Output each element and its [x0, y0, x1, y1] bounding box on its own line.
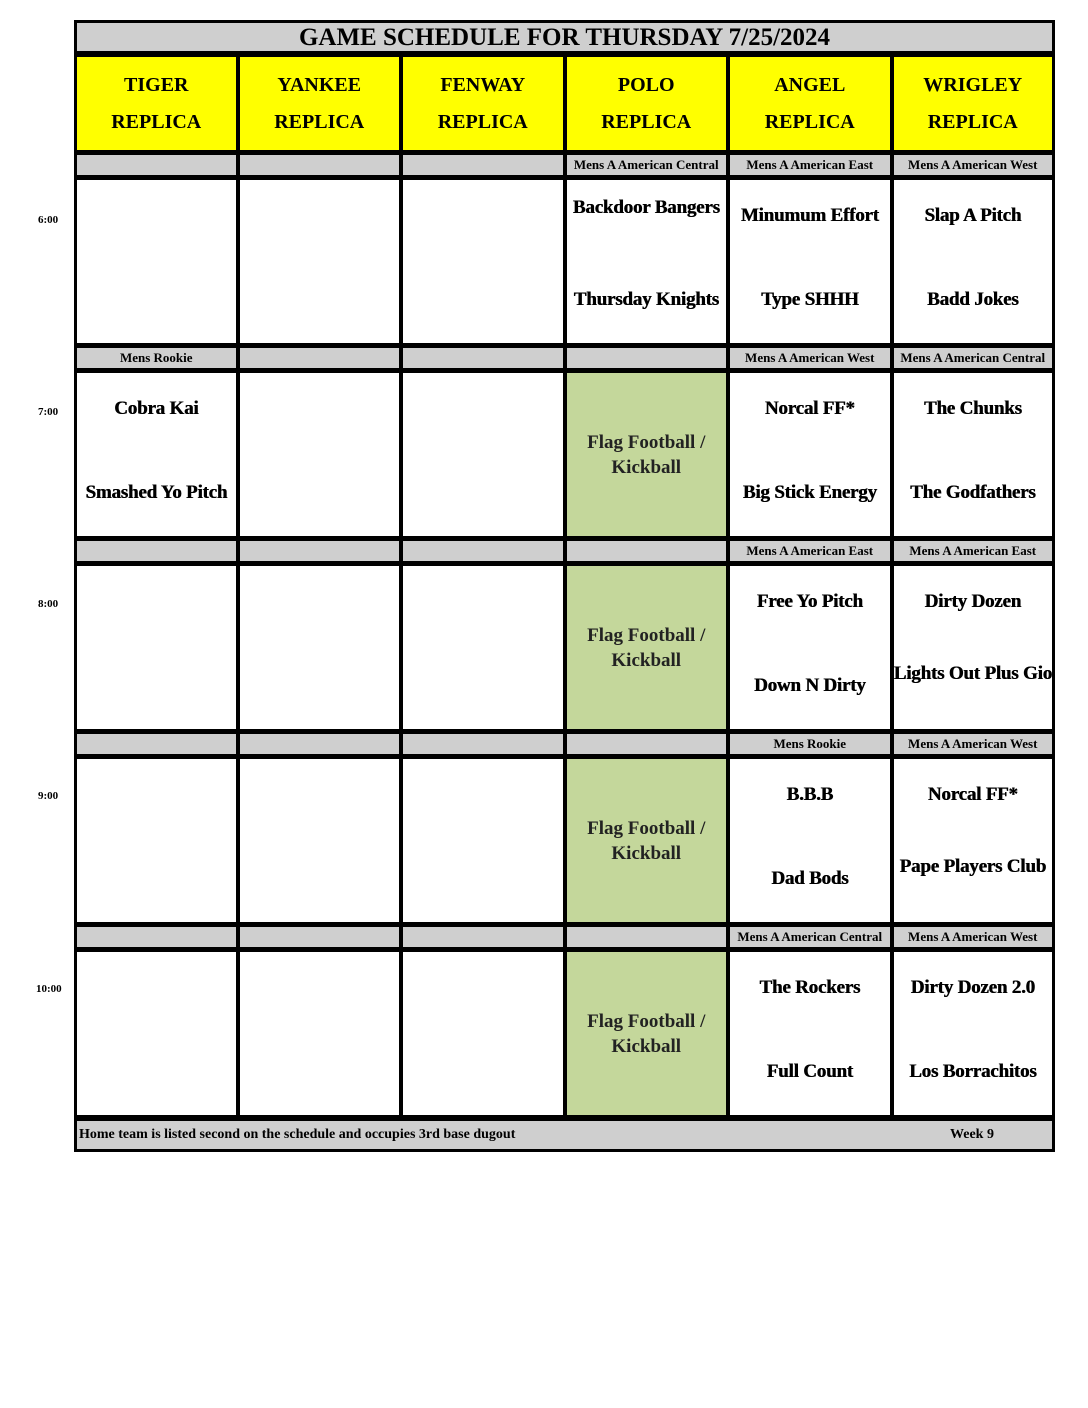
home-team: Big Stick Energy [742, 482, 877, 503]
time-label: 6:00 [38, 214, 59, 226]
game-row [74, 563, 1055, 732]
game-cell [728, 756, 892, 925]
game-cell [892, 949, 1056, 1118]
field-header-fenway [401, 54, 565, 153]
division-label [401, 539, 565, 563]
division-label: Mens A American Central [728, 925, 892, 949]
game-cell [565, 177, 729, 346]
footer-note: Home team is listed second on the schedule and occupies 3rd base dugout [79, 1127, 516, 1142]
field-name: YANKEE [277, 73, 362, 96]
empty-cell [74, 756, 238, 925]
time-label: 8:00 [38, 598, 59, 610]
home-team: Pape Players Club [899, 856, 1046, 877]
division-label [401, 732, 565, 756]
flag-label: Flag Football / Kickball [587, 1010, 706, 1057]
away-team: Backdoor Bangers [572, 197, 720, 218]
empty-cell [238, 756, 402, 925]
empty-cell [238, 949, 402, 1118]
away-team: Norcal FF* [927, 784, 1018, 805]
empty-cell [401, 370, 565, 539]
division-label [74, 732, 238, 756]
field-name: ANGEL [774, 73, 846, 96]
field-name: TIGER [124, 73, 189, 96]
division-label: Mens Rookie [728, 732, 892, 756]
division-label [401, 346, 565, 370]
home-team: Thursday Knights [573, 289, 719, 310]
away-team: Slap A Pitch [924, 205, 1022, 226]
field-header-tiger [74, 54, 238, 153]
game-cell [892, 756, 1056, 925]
field-name: WRIGLEY [923, 73, 1023, 96]
schedule-sheet [74, 20, 1055, 1152]
division-label: Mens Rookie [74, 346, 238, 370]
field-name: POLO [617, 73, 675, 96]
away-team: Cobra Kai [114, 398, 199, 419]
field-sub: REPLICA [601, 110, 692, 133]
division-row [74, 732, 1055, 756]
division-label: Mens A American East [728, 153, 892, 177]
field-header-polo [565, 54, 729, 153]
game-cell [728, 370, 892, 539]
empty-cell [238, 177, 402, 346]
empty-cell [401, 756, 565, 925]
field-sub: REPLICA [927, 110, 1018, 133]
time-label: 7:00 [38, 406, 59, 418]
footer [74, 1118, 1055, 1152]
game-row [74, 949, 1055, 1118]
division-label: Mens A American Central [892, 346, 1056, 370]
home-team: The Godfathers [910, 482, 1036, 503]
division-label [74, 153, 238, 177]
empty-cell [74, 177, 238, 346]
field-header-row [74, 54, 1055, 153]
home-team: Smashed Yo Pitch [85, 482, 228, 503]
division-label [401, 925, 565, 949]
empty-cell [74, 949, 238, 1118]
away-team: Minumum Effort [740, 205, 879, 226]
field-header-angel [728, 54, 892, 153]
schedule-slots [74, 153, 1055, 1118]
game-row [74, 370, 1055, 539]
away-team: Free Yo Pitch [756, 591, 863, 612]
away-team: Norcal FF* [764, 398, 855, 419]
division-label [238, 346, 402, 370]
division-label [565, 925, 729, 949]
field-sub: REPLICA [764, 110, 855, 133]
away-team: Dirty Dozen 2.0 [910, 977, 1035, 998]
flag-football-kickball-block [565, 949, 729, 1118]
empty-cell [238, 563, 402, 732]
home-team: Down N Dirty [753, 675, 866, 696]
game-cell [892, 563, 1056, 732]
page-title: GAME SCHEDULE FOR THURSDAY 7/25/2024 [74, 20, 1055, 54]
field-name: FENWAY [440, 73, 526, 96]
field-header-yankee [238, 54, 402, 153]
flag-label: Flag Football / Kickball [587, 431, 706, 478]
empty-cell [74, 563, 238, 732]
away-team: The Chunks [923, 398, 1022, 419]
division-label [238, 153, 402, 177]
division-label [74, 925, 238, 949]
division-label: Mens A American West [892, 925, 1056, 949]
division-label: Mens A American West [892, 732, 1056, 756]
game-cell [892, 177, 1056, 346]
division-label: Mens A American Central [565, 153, 729, 177]
division-label: Mens A American East [892, 539, 1056, 563]
flag-football-kickball-block [565, 370, 729, 539]
division-row [74, 925, 1055, 949]
division-label [565, 539, 729, 563]
home-team: Dad Bods [771, 868, 849, 889]
field-sub: REPLICA [437, 110, 528, 133]
division-label: Mens A American East [728, 539, 892, 563]
empty-cell [401, 177, 565, 346]
division-row [74, 153, 1055, 177]
home-team: Los Borrachitos [909, 1061, 1037, 1082]
division-label [238, 539, 402, 563]
game-cell [728, 949, 892, 1118]
away-team: B.B.B [786, 784, 834, 805]
field-sub: REPLICA [274, 110, 365, 133]
division-label: Mens A American West [892, 153, 1056, 177]
home-team: Type SHHH [760, 289, 859, 310]
division-row [74, 539, 1055, 563]
week-label: Week 9 [950, 1127, 994, 1142]
game-cell [728, 177, 892, 346]
field-sub: REPLICA [111, 110, 202, 133]
game-cell [74, 370, 238, 539]
empty-cell [401, 949, 565, 1118]
division-label [238, 925, 402, 949]
time-label: 9:00 [38, 790, 59, 802]
field-header-wrigley [892, 54, 1056, 153]
division-label [238, 732, 402, 756]
division-label [74, 539, 238, 563]
away-team: The Rockers [759, 977, 861, 998]
flag-football-kickball-block [565, 756, 729, 925]
division-label [565, 346, 729, 370]
empty-cell [238, 370, 402, 539]
home-team: Badd Jokes [927, 289, 1019, 310]
away-team: Dirty Dozen [924, 591, 1021, 612]
game-row [74, 177, 1055, 346]
division-label [401, 153, 565, 177]
empty-cell [401, 563, 565, 732]
division-label [565, 732, 729, 756]
flag-label: Flag Football / Kickball [587, 624, 706, 671]
home-team: Lights Out Plus Gio [893, 663, 1052, 684]
game-cell [728, 563, 892, 732]
flag-football-kickball-block [565, 563, 729, 732]
home-team: Full Count [766, 1061, 853, 1082]
division-row [74, 346, 1055, 370]
game-cell [892, 370, 1056, 539]
game-row [74, 756, 1055, 925]
time-label: 10:00 [36, 983, 62, 995]
flag-label: Flag Football / Kickball [587, 817, 706, 864]
division-label: Mens A American West [728, 346, 892, 370]
